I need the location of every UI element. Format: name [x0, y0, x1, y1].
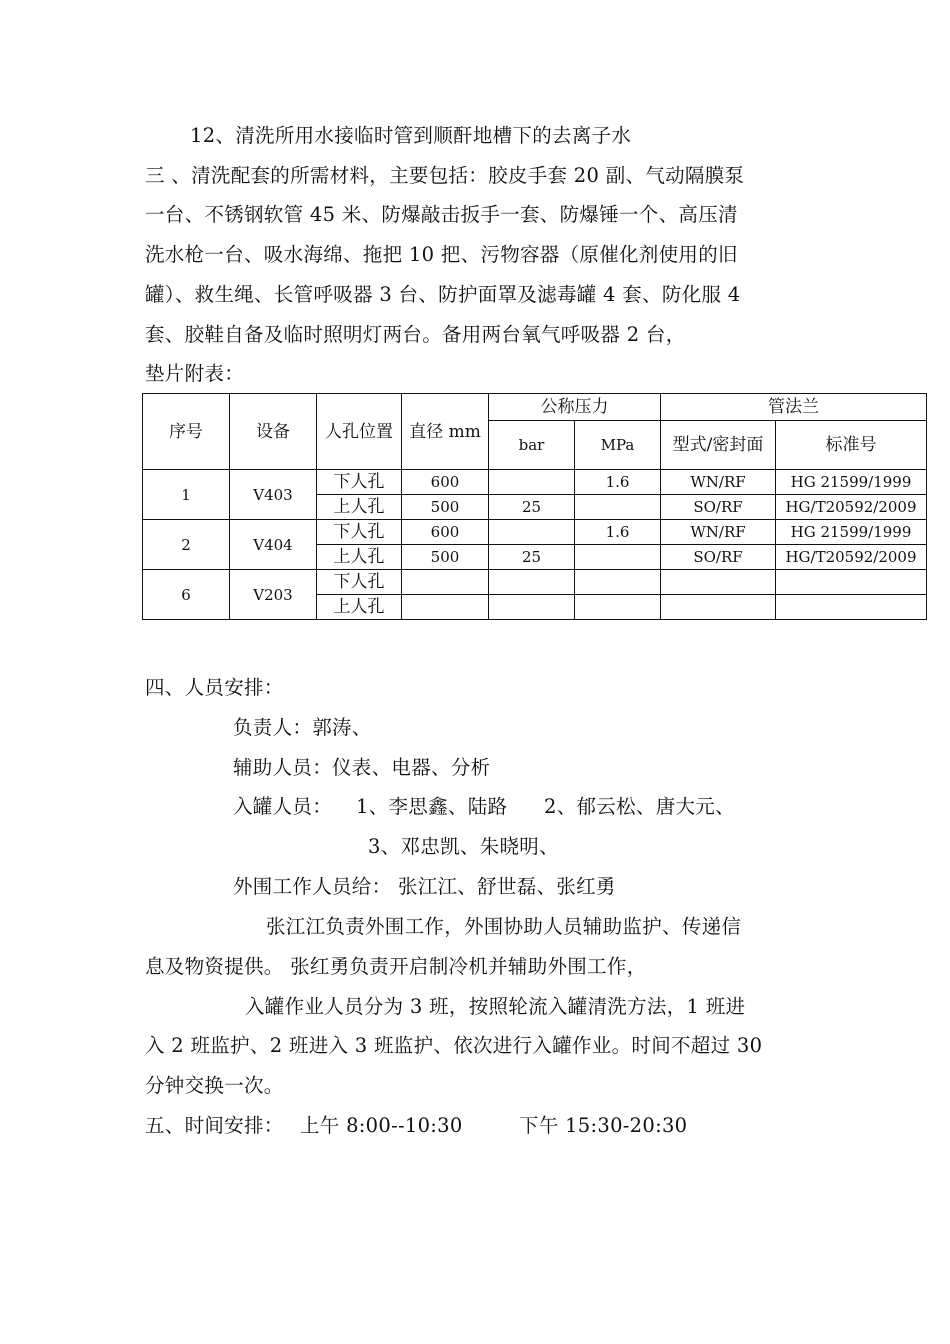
perimeter-line: 外围工作人员给： 张江江、舒世磊、张红勇 [233, 875, 616, 898]
entry-team-1: 1、李思鑫、陆路 [356, 795, 508, 818]
cell-standard: HG 21599/1999 [776, 470, 927, 495]
cell-position: 下人孔 [317, 470, 402, 495]
cell-bar [489, 470, 575, 495]
leader-line: 负责人：郭涛、 [233, 716, 372, 739]
materials-line-4: 罐）、救生绳、长管呼吸器 3 台、防护面罩及滤毒罐 4 套、防化服 4 [145, 283, 741, 306]
cell-bar: 25 [489, 545, 575, 570]
cell-mpa: 1.6 [575, 520, 661, 545]
cell-type: SO/RF [661, 545, 776, 570]
header-manhole-position: 人孔位置 [317, 394, 402, 470]
entry-team-3: 3、邓忠凯、朱晓明、 [368, 835, 559, 858]
materials-line-2: 一台、不锈钢软管 45 米、防爆敲击扳手一套、防爆锤一个、高压清 [145, 203, 738, 226]
cell-mpa [575, 495, 661, 520]
entry-personnel-label: 入罐人员： [233, 795, 333, 818]
gasket-table [142, 393, 927, 620]
table-caption: 垫片附表： [145, 362, 245, 385]
shift-line-3: 分钟交换一次。 [145, 1074, 284, 1097]
header-seq: 序号 [143, 394, 230, 470]
cell-type: WN/RF [661, 520, 776, 545]
cell-diameter [402, 595, 489, 620]
cell-mpa: 1.6 [575, 470, 661, 495]
cell-equipment: V404 [230, 520, 317, 570]
materials-line-3: 洗水枪一台、吸水海绵、拖把 10 把、污物容器（原催化剂使用的旧 [145, 243, 738, 266]
assistants-line: 辅助人员：仪表、电器、分析 [233, 756, 491, 779]
header-standard: 标准号 [776, 421, 927, 470]
cell-position: 上人孔 [317, 545, 402, 570]
cell-bar [489, 595, 575, 620]
table-row [143, 520, 927, 545]
cell-standard [776, 595, 927, 620]
schedule-heading: 五、时间安排： [145, 1114, 284, 1137]
table-row [143, 470, 927, 495]
cell-position: 上人孔 [317, 595, 402, 620]
cell-seq: 1 [143, 470, 230, 520]
header-nominal-pressure: 公称压力 [489, 394, 661, 421]
cell-diameter: 600 [402, 520, 489, 545]
cell-diameter: 600 [402, 470, 489, 495]
cell-position: 下人孔 [317, 520, 402, 545]
cell-diameter: 500 [402, 495, 489, 520]
header-diameter: 直径 mm [402, 394, 489, 470]
cell-type [661, 595, 776, 620]
cell-mpa [575, 570, 661, 595]
materials-line-1: 三 、清洗配套的所需材料，主要包括：胶皮手套 20 副、气动隔膜泵 [145, 164, 745, 187]
shift-line-2: 入 2 班监护、2 班进入 3 班监护、依次进行入罐作业。时间不超过 30 [145, 1034, 763, 1057]
header-type-seal: 型式/密封面 [661, 421, 776, 470]
cell-equipment: V403 [230, 470, 317, 520]
cell-bar [489, 570, 575, 595]
header-mpa: MPa [575, 421, 661, 470]
paragraph-item-12: 12、清洗所用水接临时管到顺酐地槽下的去离子水 [190, 124, 632, 147]
header-pipe-flange: 管法兰 [661, 394, 927, 421]
cell-diameter [402, 570, 489, 595]
cell-type: WN/RF [661, 470, 776, 495]
cell-mpa [575, 595, 661, 620]
cell-equipment: V203 [230, 570, 317, 620]
schedule-afternoon: 下午 15:30-20:30 [519, 1114, 688, 1137]
duty-line-1: 张江江负责外围工作，外围协助人员辅助监护、传递信 [266, 915, 742, 938]
cell-position: 下人孔 [317, 570, 402, 595]
cell-type: SO/RF [661, 495, 776, 520]
table-row [143, 570, 927, 595]
duty-line-2: 息及物资提供。 张红勇负责开启制冷机并辅助外围工作， [145, 955, 647, 978]
materials-line-5: 套、胶鞋自备及临时照明灯两台。备用两台氧气呼吸器 2 台， [145, 323, 686, 346]
cell-mpa [575, 545, 661, 570]
schedule-morning: 上午 8:00--10:30 [300, 1114, 463, 1137]
cell-diameter: 500 [402, 545, 489, 570]
entry-team-2: 2、郁云松、唐大元、 [544, 795, 735, 818]
cell-position: 上人孔 [317, 495, 402, 520]
staffing-heading: 四、人员安排： [145, 676, 284, 699]
shift-line-1: 入罐作业人员分为 3 班，按照轮流入罐清洗方法，1 班进 [245, 995, 746, 1018]
cell-bar [489, 520, 575, 545]
cell-seq: 2 [143, 520, 230, 570]
cell-bar: 25 [489, 495, 575, 520]
header-bar: bar [489, 421, 575, 470]
cell-standard [776, 570, 927, 595]
cell-standard: HG 21599/1999 [776, 520, 927, 545]
cell-seq: 6 [143, 570, 230, 620]
header-equipment: 设备 [230, 394, 317, 470]
cell-type [661, 570, 776, 595]
cell-standard: HG/T20592/2009 [776, 495, 927, 520]
cell-standard: HG/T20592/2009 [776, 545, 927, 570]
